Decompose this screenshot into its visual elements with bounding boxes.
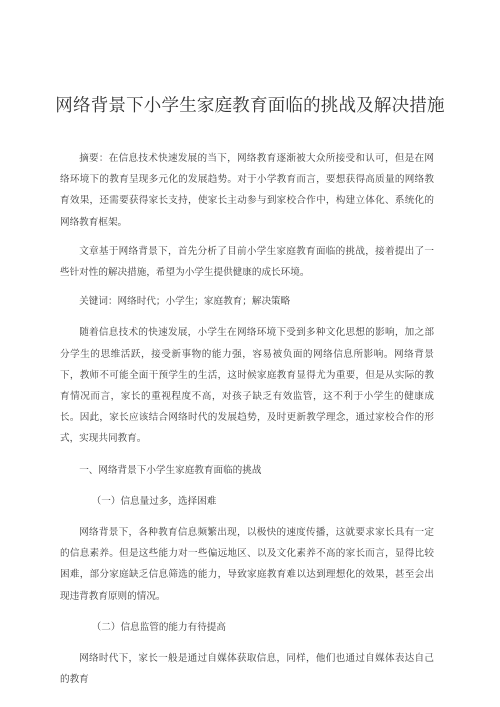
section-heading-1: 一、网络背景下小学生家庭教育面临的挑战 <box>79 464 262 476</box>
abstract-paragraph-2: 文章基于网络背景下，首先分析了目前小学生家庭教育面临的挑战，接着提出了一些针对性的解决措施，希望为小学生提供健康的成长环境。 <box>60 245 434 279</box>
subsection-heading-2: （二）信息监管的能力有待提高 <box>91 621 226 633</box>
body-paragraph-2: 网络时代下，家长一般是通过自媒体获取信息，同样，他们也通过自媒体表达自己的教育 <box>60 653 434 686</box>
abstract-paragraph: 摘要：在信息技术快速发展的当下，网络教育逐渐被大众所接受和认可，但是在网络环境下的教育呈现多元化的发展趋势。对于小学教育而言，要想获得高质量的网络教育效果，还需要获得家长支持，使家长主动参与到家校合作中，构建立体化、系统化的网络教育框架。 <box>60 153 434 228</box>
document-body <box>60 148 434 690</box>
keywords: 关键词：网络时代；小学生；家庭教育；解决策略 <box>79 296 291 308</box>
body-paragraph-1: 网络背景下，各种教育信息频繁出现，以极快的速度传播，这就要求家长具有一定的信息素养。但是这些能力对一些偏远地区、以及文化素养不高的家长而言，显得比较困难，部分家庭缺乏信息筛选的能力，导致家庭教育难以达到理想化的效果，甚至会出现违背教育原则的情况。 <box>60 527 434 602</box>
intro-paragraph: 随着信息技术的快速发展，小学生在网络环境下受到多种文化思想的影响，加之部分学生的思维活跃，接受新事物的能力强，容易被负面的网络信息所影响。网络背景下，教师不可能全面干预学生的生活，这时候家庭教育显得尤为重要，但是从实际的教育情况而言，家长的重视程度不高，对孩子缺乏有效监管，这不利于小学生的健康成长。因此，家长应该结合网络时代的发展趋势，及时更新教学理念，通过家校合作的形式，实现共同教育。 <box>60 327 434 445</box>
document-title: 网络背景下小学生家庭教育面临的挑战及解决措施 <box>55 96 445 116</box>
subsection-heading-1: （一）信息量过多，选择困难 <box>91 495 217 507</box>
